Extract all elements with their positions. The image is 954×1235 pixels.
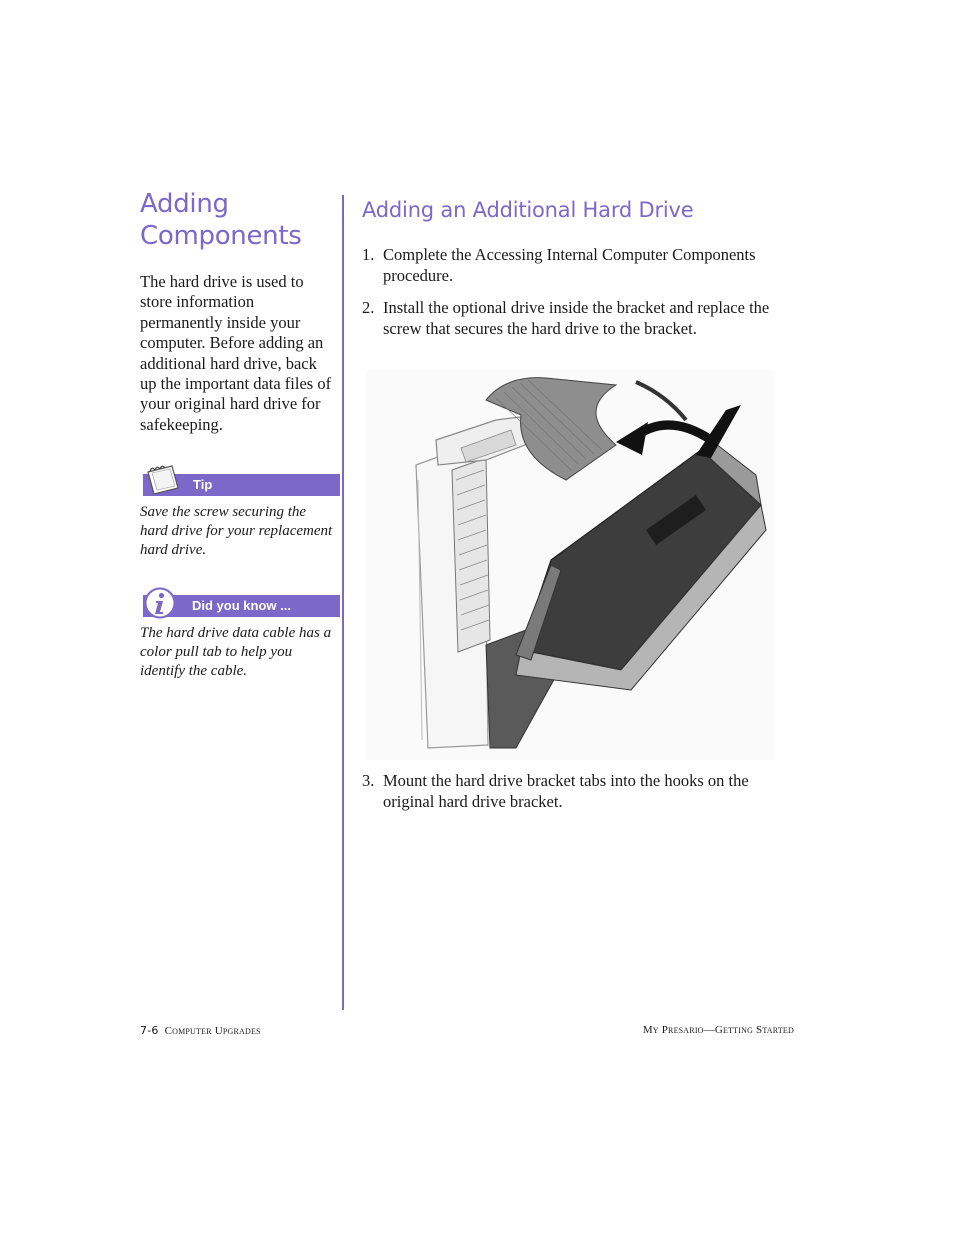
step-text: Install the optional drive inside the bracket and replace the screw that secures the hard drive to the bracket.: [383, 298, 770, 338]
intro-paragraph: The hard drive is used to store information permanently inside your computer. Before adding an additional hard drive, back up the important data files of your original hard drive for safekeeping.: [140, 272, 332, 434]
step-text: Complete the Accessing Internal Computer Components procedure.: [383, 245, 756, 285]
step-text: Mount the hard drive bracket tabs into the hooks on the original hard drive bracket.: [383, 771, 749, 811]
tip-text: Save the screw securing the hard drive for your replacement hard drive.: [140, 504, 333, 558]
section-title-line-1: Adding: [140, 189, 229, 219]
step-number: 2.: [362, 298, 375, 317]
step-item: [362, 245, 794, 286]
chapter-title: Computer Upgrades: [164, 1025, 261, 1037]
step-number: 3.: [362, 771, 375, 790]
info-icon: [144, 587, 176, 619]
section-title: [140, 188, 340, 252]
step-item: [362, 298, 794, 339]
section-title-line-2: Components: [140, 221, 302, 251]
procedure-heading: Adding an Additional Hard Drive: [362, 198, 694, 222]
did-you-know-text: The hard drive data cable has a color pull tab to help you identify the cable.: [140, 625, 332, 679]
tip-label: Tip: [193, 477, 213, 492]
footer-left: [140, 1024, 261, 1037]
notepad-icon: [144, 462, 180, 498]
step-number: 1.: [362, 245, 375, 264]
step-item: [362, 771, 794, 812]
hard-drive-installation-illustration: [366, 370, 774, 760]
did-you-know-label: Did you know ...: [192, 598, 291, 613]
column-divider: [342, 195, 344, 1010]
page-number: 7-6: [140, 1024, 159, 1037]
book-title: My Presario—Getting Started: [642, 1024, 794, 1036]
